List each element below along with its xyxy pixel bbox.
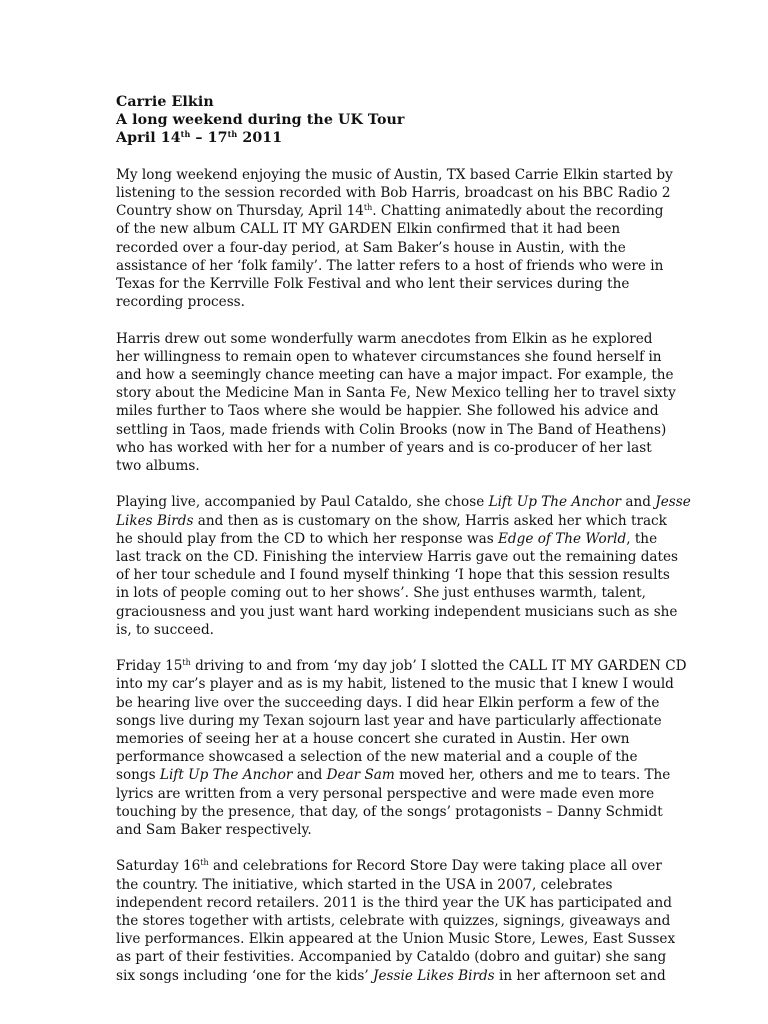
text-run: memories of seeing her at a house concert she curated in Austin. Her own [116,731,630,748]
text-run: six songs including ‘one for the kids’ [116,967,374,984]
text-run: Friday 15 [116,658,183,675]
paragraph [116,657,687,839]
text-run: songs [116,767,160,784]
document-page [116,93,691,985]
article-date [116,129,656,147]
italic-title: Likes Birds [116,512,194,529]
text-line [116,548,679,566]
text-run: into my car’s player and as is my habit, listened to the music that I knew I would [116,676,674,693]
text-line [116,766,671,784]
article-body [116,166,691,985]
superscript: th [180,129,191,140]
text-line [116,748,656,766]
text-run: performance showcased a selection of the new material and a couple of the [116,749,638,766]
text-line [116,912,671,930]
text-run: lyrics are written from a very personal perspective and were made even more [116,785,655,802]
text-run: in her afternoon set and [494,967,666,984]
text-line [116,239,656,257]
text-run: Saturday 16 [116,858,201,875]
text-run: Texas for the Kerrville Folk Festival and who lent their services during the [116,276,630,293]
text-line [116,257,664,275]
text-run: and Sam Baker respectively. [116,822,312,839]
text-run: as part of their festivities. Accompanied by Cataldo (dobro and guitar) she sang [116,949,667,966]
paragraph [116,493,691,639]
text-run: driving to and from ‘my day job’ I slotted the CALL IT MY GARDEN CD [190,658,687,675]
text-run: last track on the CD. Finishing the interview Harris gave out the remaining dates [116,549,679,566]
text-run: live performances. Elkin appeared at the Union Music Store, Lewes, East Sussex [116,931,676,948]
text-run: of her tour schedule and I found myself thinking ‘I hope that this session results [116,567,670,584]
text-line [116,202,664,220]
text-run: two albums. [116,458,200,475]
text-run: and then as is customary on the show, Harris asked her which track [193,512,667,529]
text-line [116,803,663,821]
text-line [116,930,676,948]
text-line [116,275,656,293]
text-line [116,857,662,875]
text-run: 2011 [237,130,283,147]
text-line [116,894,672,912]
paragraph [116,166,673,312]
text-run: My long weekend enjoying the music of Austin, TX based Carrie Elkin started by [116,166,673,183]
text-run: moved her, others and me to tears. The [394,767,671,784]
italic-title: Jesse [655,494,691,511]
text-line [116,530,656,548]
text-line [116,967,666,985]
text-line [116,293,656,311]
italic-title: Jessie Likes Birds [373,967,495,984]
text-line [116,512,667,530]
text-run: – 17 [190,130,228,147]
text-line [116,366,674,384]
text-line [116,785,656,803]
text-line [116,730,656,748]
text-line [116,457,656,475]
text-run: April 14 [116,130,181,147]
italic-title: Dear Sam [326,767,395,784]
text-run: the stores together with artists, celebrate with quizzes, signings, giveaways and [116,913,671,930]
text-line [116,948,667,966]
superscript: th [363,203,373,213]
text-run: miles further to Taos where she would be happier. She followed his advice and [116,403,659,420]
document-heading [116,93,656,148]
text-line [116,384,676,402]
text-line [116,876,656,894]
text-run: Harris drew out some wonderfully warm anecdotes from Elkin as he explored [116,330,653,347]
text-line [116,184,671,202]
text-line [116,421,667,439]
text-run: is, to succeed. [116,621,215,638]
text-run: , the [626,530,658,547]
text-line [116,166,673,184]
text-run: he should play from the CD to which her response was [116,530,498,547]
paragraph [116,857,676,984]
text-line [116,348,662,366]
text-run: recorded over a four-day period, at Sam Baker’s house in Austin, with the [116,239,626,256]
text-run: . Chatting animatedly about the recording [372,203,664,220]
text-run: settling in Taos, made friends with Colin Brooks (now in The Band of Heathens) [116,421,667,438]
article-subtitle: A long weekend during the UK Tour [116,112,405,129]
text-line [116,657,687,675]
text-line [116,493,691,511]
text-run: her willingness to remain open to whatever circumstances she found herself in [116,348,662,365]
text-run: of the new album CALL IT MY GARDEN Elkin confirmed that it had been [116,221,621,238]
text-run: the country. The initiative, which started in the USA in 2007, celebrates [116,876,613,893]
text-line [116,621,656,639]
text-run: touching by the presence, that day, of the songs’ protagonists – Danny Schmidt [116,803,663,820]
text-run: and [621,494,656,511]
text-line [116,402,659,420]
superscript: th [200,858,209,868]
text-run: independent record retailers. 2011 is the third year the UK has participated and [116,894,672,911]
superscript: th [227,129,238,140]
text-line [116,584,656,602]
text-line [116,439,656,457]
italic-title: Lift Up The Anchor [488,494,622,511]
text-line [116,694,660,712]
superscript: th [182,658,191,668]
text-run: songs live during my Texan sojourn last year and have particularly affectionate [116,712,662,729]
text-run: and celebrations for Record Store Day were taking place all over [208,858,662,875]
text-line [116,330,656,348]
text-line [116,712,662,730]
paragraph [116,330,676,476]
text-run: and [292,767,327,784]
text-line [116,675,674,693]
text-line [116,220,656,238]
text-line [116,566,670,584]
text-run: who has worked with her for a number of years and is co-producer of her last [116,439,652,456]
text-line [116,821,656,839]
article-title: Carrie Elkin [116,94,214,110]
text-run: Country show on Thursday, April 14 [116,203,364,220]
text-run: listening to the session recorded with Bob Harris, broadcast on his BBC Radio 2 [116,185,671,201]
text-run: story about the Medicine Man in Santa Fe, New Mexico telling her to travel sixty [116,385,676,402]
text-line [116,603,678,621]
italic-title: Edge of The World [498,530,627,547]
text-run: and how a seemingly chance meeting can have a major impact. For example, the [116,367,674,384]
text-run: assistance of her ‘folk family’. The latter refers to a host of friends who were in [116,257,664,274]
text-run: graciousness and you just want hard working independent musicians such as she [116,603,678,620]
text-run: recording process. [116,294,245,311]
text-run: in lots of people coming out to her shows’. She just enthuses warmth, talent, [116,585,646,602]
text-run: Playing live, accompanied by Paul Cataldo, she chose [116,494,489,511]
italic-title: Lift Up The Anchor [159,767,293,784]
text-run: be hearing live over the succeeding days. I did hear Elkin perform a few of the [116,694,660,711]
